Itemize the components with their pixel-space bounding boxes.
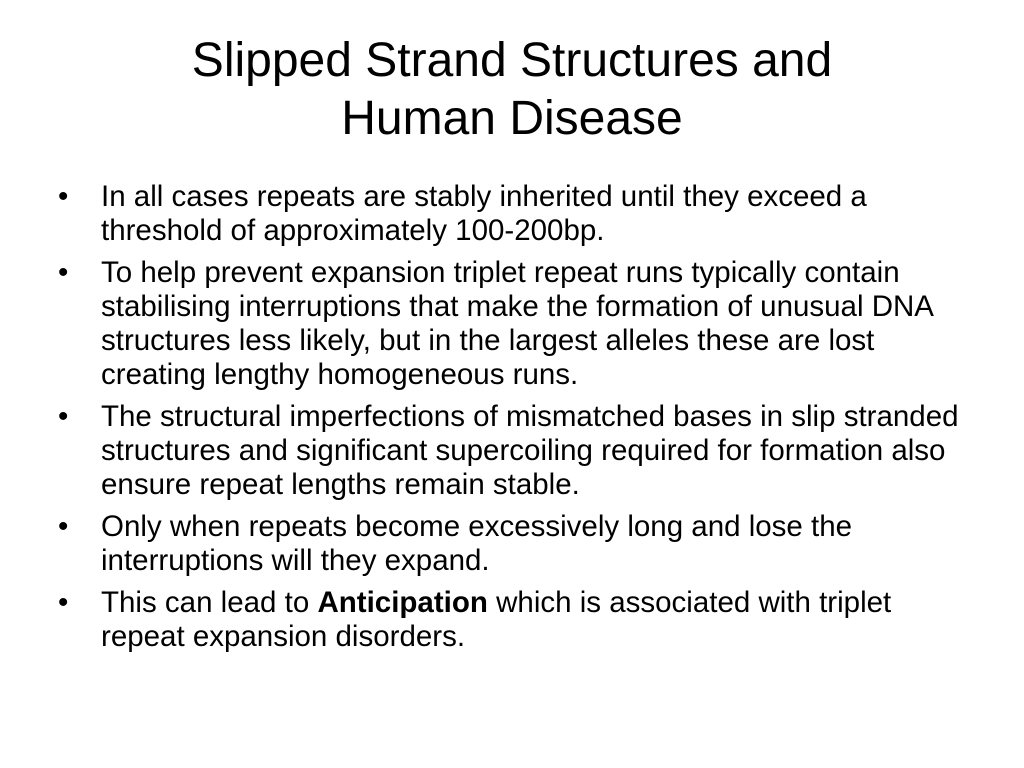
bullet-item-3 <box>58 400 978 502</box>
anticipation-term: Anticipation <box>317 586 488 619</box>
bullet-text: The structural imperfections of mismatched bases in slip stranded structures and significant supercoiling required for formation also ensure repeat lengths remain stable. <box>101 400 959 501</box>
bullet-dot-icon: • <box>58 400 69 433</box>
bullet-text: Only when repeats become excessively long and lose the interruptions will they expand. <box>101 510 853 577</box>
bullet-dot-icon: • <box>58 586 69 619</box>
bullet-text: In all cases repeats are stably inherited until they exceed a threshold of approximately 100-200bp. <box>101 180 867 247</box>
slide-title <box>80 32 944 148</box>
bullet-item-4 <box>58 510 978 578</box>
bullet-text-after: which is associated with triplet repeat expansion disorders. <box>101 586 892 653</box>
title-line-1: Slipped Strand Structures and <box>191 34 833 87</box>
bullet-dot-icon: • <box>58 256 69 289</box>
bullet-item-2 <box>58 256 978 392</box>
bullet-text <box>101 586 891 653</box>
bullet-list <box>58 180 978 662</box>
bullet-text-before: This can lead to <box>101 586 318 619</box>
bullet-dot-icon: • <box>58 180 69 213</box>
title-line-2: Human Disease <box>341 92 683 145</box>
bullet-item-1 <box>58 180 978 248</box>
bullet-dot-icon: • <box>58 510 69 543</box>
bullet-text: To help prevent expansion triplet repeat runs typically contain stabilising interruptions that make the formation of unusual DNA structures less likely, but in the largest alleles these are lost creating lengthy homogeneous runs. <box>101 256 933 391</box>
bullet-item-5 <box>58 586 978 654</box>
